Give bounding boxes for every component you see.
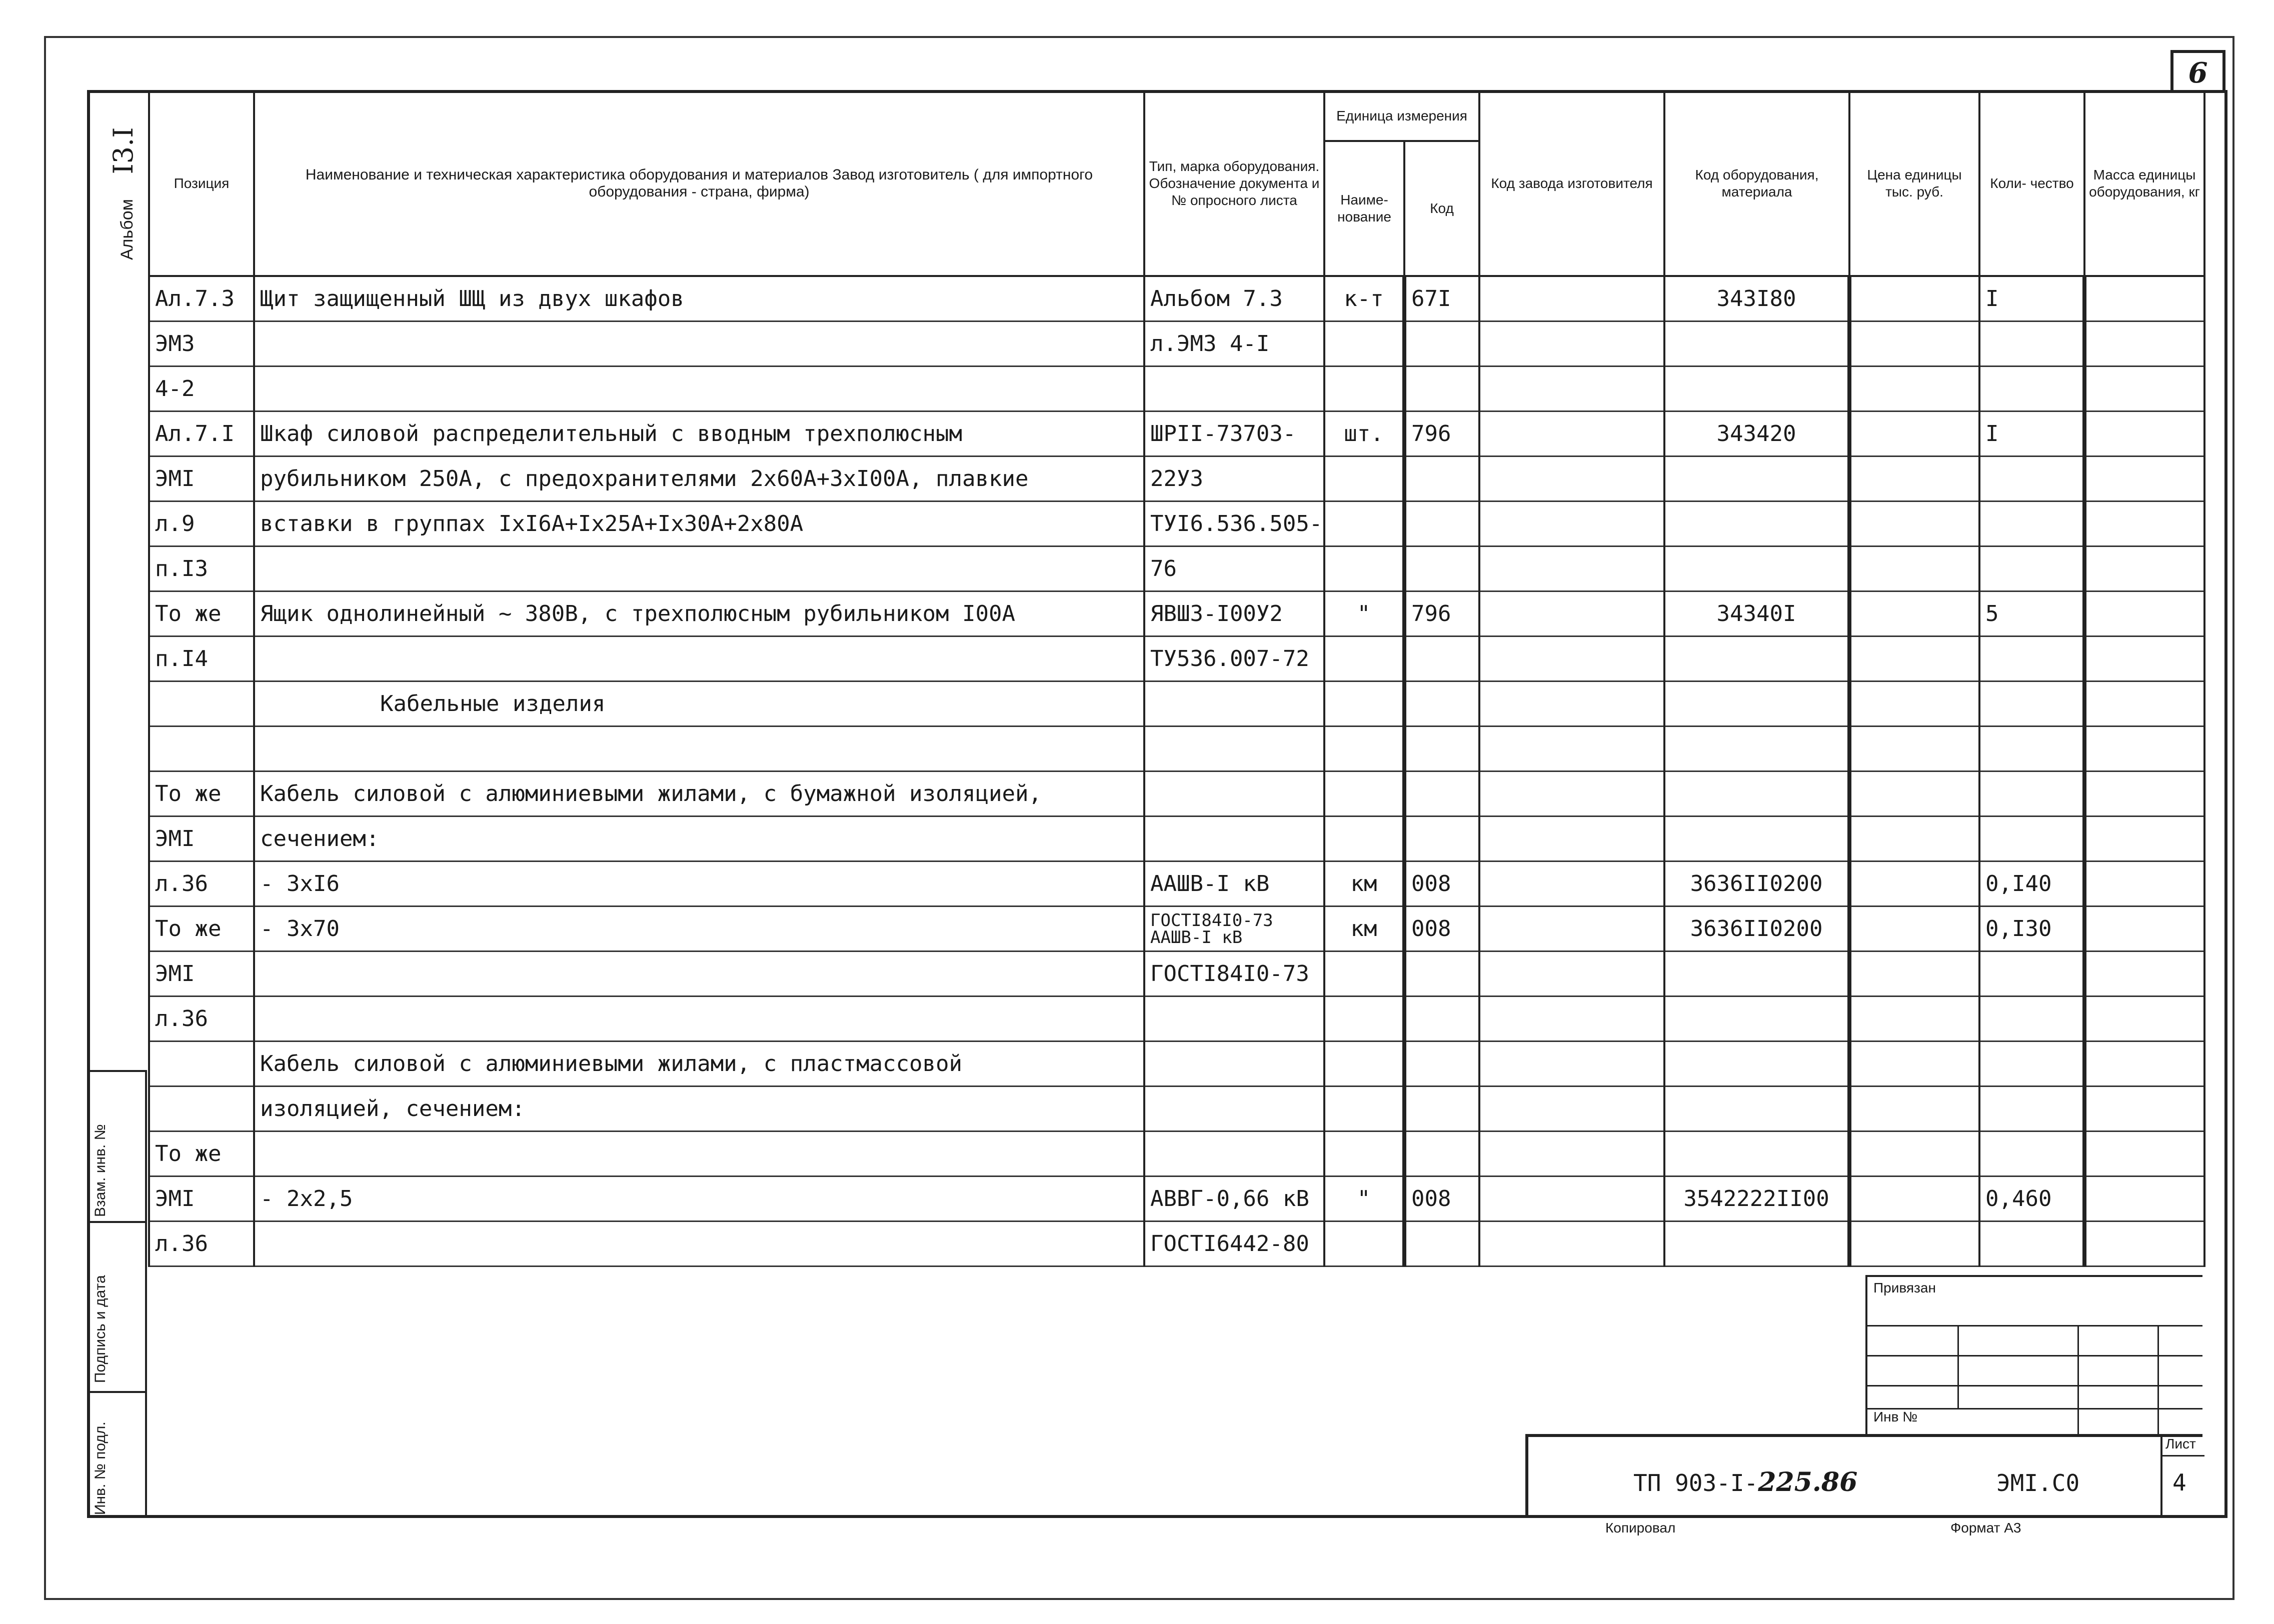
row-equipment-code: 343420	[1664, 412, 1849, 456]
copied-label: Копировал	[1605, 1520, 1676, 1536]
privyazan-label: Привязан	[1873, 1280, 1936, 1296]
row-position: л.36	[149, 996, 254, 1042]
row-type: л.ЭМ3 4-I	[1144, 322, 1324, 366]
row-type: 22У3	[1144, 456, 1324, 502]
sheet-corner-number: 6	[2170, 50, 2225, 93]
row-position: ЭМI	[149, 952, 254, 996]
doc-code-number: 225.86	[1758, 1467, 1858, 1498]
side-label-vzam: Взам. инв. №	[92, 1124, 109, 1217]
row-position: л.9	[149, 502, 254, 546]
row-type: ШРII-73703-	[1144, 412, 1324, 456]
row-name: Кабель силовой с алюминиевыми жилами, с пластмассовой	[254, 1042, 1144, 1086]
row-unit-code: 008	[1404, 1176, 1479, 1222]
row-position: ЭМI	[149, 1176, 254, 1222]
header-unit-group: Единица измерения	[1324, 91, 1479, 141]
row-position: л.36	[149, 862, 254, 906]
list-label: Лист	[2165, 1436, 2196, 1452]
row-type: ГОСТI6442-80	[1144, 1222, 1324, 1266]
row-name: - 3хI6	[254, 862, 1144, 906]
row-type: ТУ536.007-72	[1144, 636, 1324, 682]
row-position: ЭМI	[149, 816, 254, 862]
row-unit: "	[1324, 1176, 1404, 1222]
format-label: Формат А3	[1950, 1520, 2021, 1536]
row-name: - 2х2,5	[254, 1176, 1144, 1222]
row-quantity: 0,I30	[1979, 906, 2084, 952]
row-type: ЯВШ3-I00У2	[1144, 592, 1324, 636]
row-type: 76	[1144, 546, 1324, 592]
header-unit-name: Наиме- нование	[1324, 141, 1404, 276]
inner-frame	[87, 90, 2227, 1518]
row-unit: км	[1324, 862, 1404, 906]
header-name: Наименование и техническая характеристика оборудования и материалов Завод изготовитель ( для импортного оборудования - страна, фирма)	[254, 91, 1144, 276]
row-name: вставки в группах IхI6А+Iх25А+Iх30А+2х80А	[254, 502, 1144, 546]
row-equipment-code: 34340I	[1664, 592, 1849, 636]
row-name: Ящик однолинейный ~ 380В, с трехполюсным рубильником I00А	[254, 592, 1144, 636]
row-position: Ал.7.3	[149, 276, 254, 322]
inv-no-label: Инв №	[1873, 1409, 1918, 1424]
row-unit-code: 008	[1404, 906, 1479, 952]
side-label-podpis: Подпись и дата	[92, 1275, 109, 1383]
header-mass: Масса единицы оборудования, кг	[2084, 91, 2204, 276]
row-name: Шкаф силовой распределительный с вводным трехполюсным	[254, 412, 1144, 456]
row-quantity: 0,460	[1979, 1176, 2084, 1222]
album-prefix: Альбом	[118, 199, 137, 260]
row-name: Кабель силовой с алюминиевыми жилами, с бумажной изоляцией,	[254, 772, 1144, 816]
row-position: То же	[149, 772, 254, 816]
row-type: ГОСТI84I0-73	[1144, 952, 1324, 996]
row-type: ТУI6.536.505-	[1144, 502, 1324, 546]
row-position: То же	[149, 592, 254, 636]
row-type: АВВГ-0,66 кВ	[1144, 1176, 1324, 1222]
row-name: изоляцией, сечением:	[254, 1086, 1144, 1132]
row-position: п.I3	[149, 546, 254, 592]
row-name: рубильником 250А, с предохранителями 2х60А+3хI00А, плавкие	[254, 456, 1144, 502]
header-plant-code: Код завода изготовителя	[1479, 91, 1664, 276]
row-unit: к-т	[1324, 276, 1404, 322]
header-unit-code: Код	[1404, 141, 1479, 276]
sheet-code: ЭМI.С0	[1996, 1470, 2080, 1496]
row-unit-code: 008	[1404, 862, 1479, 906]
header-type: Тип, марка оборудования. Обозначение документа и № опросного листа	[1144, 91, 1324, 276]
row-equipment-code: 343I80	[1664, 276, 1849, 322]
row-equipment-code: 3636II0200	[1664, 906, 1849, 952]
row-position: п.I4	[149, 636, 254, 682]
row-unit: "	[1324, 592, 1404, 636]
row-equipment-code: 3636II0200	[1664, 862, 1849, 906]
row-unit-code: 67I	[1404, 276, 1479, 322]
row-position: л.36	[149, 1222, 254, 1266]
row-quantity: 0,I40	[1979, 862, 2084, 906]
row-type: Альбом 7.3	[1144, 276, 1324, 322]
row-unit: км	[1324, 906, 1404, 952]
header-equipment-code: Код оборудования, материала	[1664, 91, 1849, 276]
doc-code-prefix: ТП 903-I-	[1633, 1470, 1758, 1496]
row-unit: шт.	[1324, 412, 1404, 456]
row-name: - 3х70	[254, 906, 1144, 952]
header-price: Цена единицы тыс. руб.	[1849, 91, 1979, 276]
side-label-inv: Инв. № подл.	[92, 1422, 109, 1515]
row-quantity: I	[1979, 276, 2084, 322]
row-type: ААШВ-I кВ	[1144, 862, 1324, 906]
row-quantity: I	[1979, 412, 2084, 456]
row-position: ЭМ3	[149, 322, 254, 366]
row-type: ГОСТI84I0-73 ААШВ-I кВ	[1144, 906, 1324, 952]
album-number: I3.I	[108, 127, 139, 174]
row-name: сечением:	[254, 816, 1144, 862]
row-position: То же	[149, 906, 254, 952]
row-position: То же	[149, 1132, 254, 1176]
row-position: ЭМI	[149, 456, 254, 502]
row-name: Щит защищенный ШЩ из двух шкафов	[254, 276, 1144, 322]
list-number: 4	[2172, 1469, 2186, 1496]
header-position: Позиция	[149, 91, 254, 276]
header-quantity: Коли- чество	[1979, 91, 2084, 276]
row-position: 4-2	[149, 366, 254, 412]
row-position: Ал.7.I	[149, 412, 254, 456]
row-unit-code: 796	[1404, 592, 1479, 636]
row-unit-code: 796	[1404, 412, 1479, 456]
row-equipment-code: 3542222II00	[1664, 1176, 1849, 1222]
row-name: Кабельные изделия	[254, 682, 1144, 726]
row-quantity: 5	[1979, 592, 2084, 636]
